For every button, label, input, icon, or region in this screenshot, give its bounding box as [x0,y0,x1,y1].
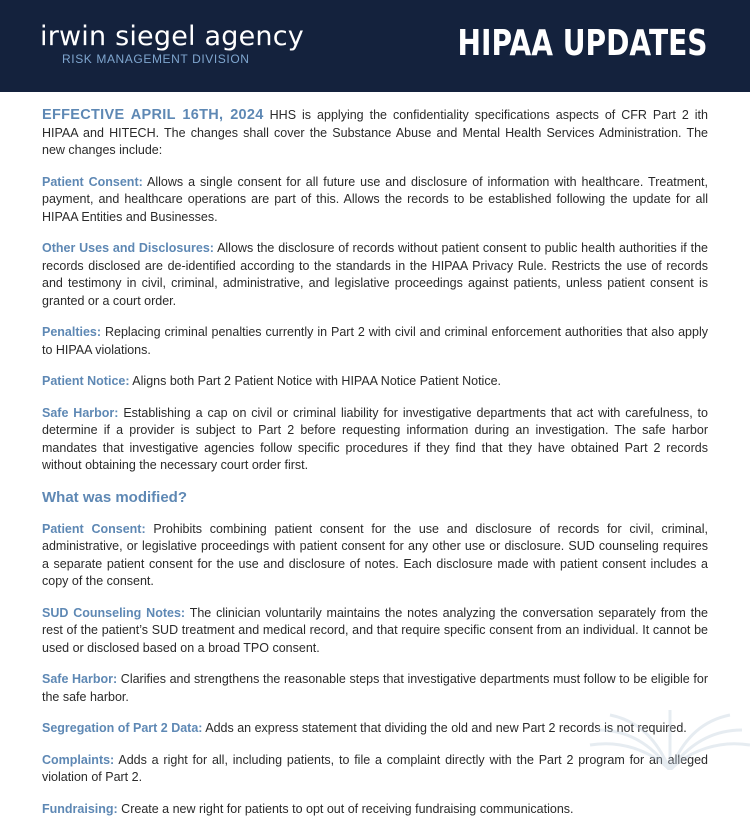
modified-text: The clinician voluntarily maintains the notes analyzing the conversation separately from the rest of the patient’s SUD treatment and medical record, and that require specific consent from an individual. It cannot be used or disclosed based on a broad TPO consent. [42,605,708,655]
modified-term: SUD Counseling Notes: [42,605,186,620]
effective-date: EFFECTIVE APRIL 16TH, 2024 [42,107,264,123]
modified-term: Fundraising: [42,801,118,816]
modified-text: Adds an express statement that dividing the old and new Part 2 records is not required. [202,721,687,735]
modified-term: Complaints: [42,752,115,767]
change-item [42,405,708,475]
brand-name: irwin siegel agency [40,21,304,52]
page-title: HIPAA UPDATES [457,23,708,64]
change-item [42,240,708,310]
modified-text: Create a new right for patients to opt out of receiving fundraising communications. [117,801,574,816]
change-term: Other Uses and Disclosures: [42,241,214,255]
modified-item [42,801,708,819]
intro-paragraph [42,107,708,160]
page-header [0,0,750,92]
modified-text: Adds a right for all, including patients, to file a complaint directly with the Part 2 program for an alleged violation of Part 2. [42,752,708,784]
change-text: Allows the disclosure of records without patient consent to public health authorities if the records disclosed are de-identified according to the standards in the HIPAA Privacy Rule. Restricts the use of records and testimony in civil, criminal, administrative, and legislative proceedings against patients, unless patient consent is granted or a court order. [42,241,708,308]
modified-text: Prohibits combining patient consent for the use and disclosure of records for civil, criminal, administrative, or legislative proceedings with patient consent for any other use or disclosure. SUD counseling requires a separate patient consent for the use and disclosure of notes. Each disclosure made with patient consent includes a copy of the consent. [42,521,708,588]
change-text: Aligns both Part 2 Patient Notice with HIPAA Notice Patient Notice. [129,374,501,388]
change-item [42,324,708,359]
modified-text: Clarifies and strengthens the reasonable steps that investigative departments must follow to be eligible for the safe harbor. [42,672,708,704]
change-text: Replacing criminal penalties currently in Part 2 with civil and criminal enforcement authorities that also apply to HIPAA violations. [42,325,708,357]
change-term: Patient Notice: [42,374,130,388]
change-item [42,373,708,391]
modified-item [42,521,708,591]
change-item [42,174,708,227]
modified-term: Patient Consent: [42,521,146,536]
change-text: Allows a single consent for all future use and disclosure of information with healthcare. Treatment, payment, and healthcare operations are part of this. Allows the records to be established following the update for all HIPAA Entities and Businesses. [42,174,709,224]
change-term: Penalties: [42,325,102,339]
modified-item [42,605,708,658]
section-heading-modified: What was modified? [42,488,188,506]
caduceus-wing-watermark-icon [580,690,750,770]
change-term: Safe Harbor: [42,405,119,420]
brand-division: RISK MANAGEMENT DIVISION [62,52,250,66]
modified-term: Safe Harbor: [42,672,118,686]
brand-logo [40,21,304,66]
change-term: Patient Consent: [42,174,143,189]
change-text: Establishing a cap on civil or criminal liability for investigative departments that act with carefulness, to determine if a provider is subject to Part 2 before requesting information during an investigation. The safe harbor mandates that investigative agencies follow specific procedures if they find that they have obtained Part 2 records without obtaining the necessary court order first. [42,405,708,472]
intro-text: HHS is applying the confidentiality specifications aspects of CFR Part 2 ith HIPAA and HITECH. The changes shall cover the Substance Abuse and Mental Health Services Administration. The new changes include: [42,108,708,157]
modified-term: Segregation of Part 2 Data: [42,721,203,735]
